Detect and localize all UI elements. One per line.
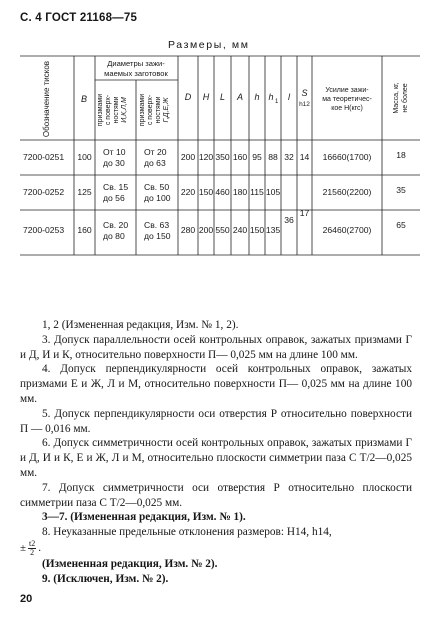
cell-h: 95 — [252, 152, 262, 162]
paragraph-7: 7. Допуск симметричности оси отверстия Р относительно плоскости симметрии паза С Т/2—0,025 мм. — [20, 481, 412, 509]
paragraph-8: 8. Неуказанные предельные отклонения размеров: Н14, h14, — [42, 526, 332, 539]
header-h: h — [254, 92, 260, 102]
header-B: B — [80, 94, 88, 104]
header-diameters-l2: маемых заготовок — [104, 69, 168, 78]
cell-d2b: до 150 — [144, 231, 171, 241]
paragraph-6: 6. Допуск симметричности осей контрольных оправок, зажатых призмами Г и Д, И и К, Е и Ж, Л и М, относительно плоскости симметрии паза С Т/2—0,025 мм. — [20, 437, 412, 479]
header-diameters-l1: Диаметры зажи- — [107, 59, 165, 68]
cell-D: 220 — [180, 187, 196, 197]
cell-L: 350 — [215, 152, 230, 162]
header-l: l — [288, 92, 290, 102]
cell-l-merged: 36 — [284, 215, 294, 225]
tolerance-suffix: . — [38, 542, 42, 555]
sub1-line1: призмами — [97, 93, 104, 127]
cell-d1a: Св. 15 — [103, 182, 129, 192]
cell-mass: 35 — [396, 185, 406, 195]
sub1-line4: И,К,Л,М — [121, 97, 128, 123]
cell-L: 460 — [215, 187, 230, 197]
sub2-line3: ностями — [155, 96, 162, 124]
table-row-2 — [23, 182, 406, 203]
cell-d1a: От 10 — [103, 147, 126, 157]
cell-h1: 135 — [265, 225, 281, 235]
header-H: H — [202, 92, 210, 102]
sub2-line2: с поверх- — [147, 94, 154, 126]
cell-mass: 18 — [396, 150, 406, 160]
header-force-l2: ма теоретичес- — [322, 96, 372, 103]
cell-H: 150 — [198, 187, 214, 197]
cell-h: 150 — [249, 225, 265, 235]
cell-mass: 65 — [396, 220, 406, 230]
sub1-line2: с поверх- — [105, 94, 112, 126]
header-force-l3: кое H(кгс) — [331, 105, 363, 112]
tolerance-numerator: t2 — [29, 538, 36, 548]
cell-B: 100 — [77, 152, 92, 162]
tolerance-fraction — [28, 540, 36, 557]
cell-force: 16660(1700) — [322, 152, 372, 162]
header-mass-l1: Масса, кг, — [393, 82, 400, 114]
cell-h1: 88 — [268, 152, 278, 162]
cell-A: 180 — [232, 187, 248, 197]
header-L: L — [219, 92, 226, 102]
cell-designation: 7200-0251 — [23, 152, 65, 162]
cell-d2a: Св. 63 — [144, 220, 170, 230]
header-D: D — [184, 92, 192, 102]
cell-force: 26460(2700) — [322, 225, 372, 235]
paragraph-9: 9. (Исключен, Изм. № 2). — [42, 572, 169, 585]
header-S: S — [301, 88, 308, 98]
body-text — [20, 318, 412, 587]
header-force-l1: Усилие зажи- — [325, 87, 369, 94]
cell-h1: 105 — [265, 187, 281, 197]
cell-d2b: до 100 — [144, 193, 171, 203]
sub2-line1: призмами — [139, 93, 146, 127]
cell-l: 32 — [284, 152, 294, 162]
header-h1: h — [268, 92, 274, 102]
paragraph-amend-3-7: 3—7. (Измененная редакция, Изм. № 1). — [42, 511, 246, 524]
cell-D: 280 — [180, 225, 196, 235]
cell-H: 120 — [198, 152, 214, 162]
sub1-line3: ностями — [113, 96, 120, 124]
header-prism-ikl-m — [97, 94, 128, 126]
header-prism-gde-zh — [139, 94, 170, 126]
cell-L: 550 — [215, 225, 230, 235]
cell-h: 115 — [250, 187, 264, 197]
header-designation: Обозначение тисков — [42, 60, 51, 138]
cell-d1b: до 80 — [103, 231, 125, 241]
cell-S-merged: 17 — [299, 208, 310, 218]
cell-d2b: до 63 — [144, 158, 166, 168]
tolerance-denominator: 2 — [30, 547, 35, 557]
header-mass-l2: не более — [402, 83, 409, 113]
page-number: 20 — [20, 593, 33, 605]
cell-designation: 7200-0252 — [23, 187, 65, 197]
cell-d1b: до 56 — [103, 193, 125, 203]
cell-A: 160 — [232, 152, 248, 162]
paragraph-amend-1-2: 1, 2 (Измененная редакция, Изм. № 1, 2). — [42, 319, 239, 331]
cell-A: 240 — [232, 225, 248, 235]
table-caption: Размеры, мм — [168, 39, 250, 51]
cell-d2a: Св. 50 — [144, 182, 170, 192]
page-header: С. 4 ГОСТ 21168—75 — [20, 12, 138, 24]
header-A: A — [236, 92, 244, 102]
cell-d1b: до 30 — [103, 158, 125, 168]
table-row-1 — [23, 147, 406, 168]
sub2-line4: Г,Д,Е,Ж — [163, 97, 170, 123]
cell-designation: 7200-0253 — [23, 225, 65, 235]
paragraph-3: 3. Допуск параллельности осей контрольных оправок, зажатых призмами Г и Д, И и К, относительно поверхности П— 0,025 мм на длине 100 мм. — [20, 333, 412, 361]
tolerance-line — [20, 540, 412, 557]
cell-D: 200 — [180, 152, 196, 162]
cell-B: 160 — [77, 225, 92, 235]
cell-B: 125 — [77, 187, 92, 197]
cell-H: 200 — [198, 225, 214, 235]
cell-S: 14 — [299, 152, 310, 162]
header-S-sub: h12 — [299, 101, 310, 108]
paragraph-4: 4. Допуск перпендикулярности осей контрольных оправок, зажатых призмами Е и Ж, Л и М, относительно поверхности П— 0,025 мм на длине 100 мм. — [20, 363, 412, 405]
table-row-3 — [23, 220, 406, 241]
dimensions-table — [0, 0, 427, 300]
cell-d1a: Св. 20 — [103, 220, 129, 230]
plus-minus-sign: ± — [20, 542, 27, 555]
paragraph-amend-8: (Измененная редакция, Изм. № 2). — [42, 557, 218, 570]
paragraph-5: 5. Допуск перпендикулярности оси отверстия Р относительно поверхности П — 0,016 мм. — [20, 407, 412, 435]
header-h1-sub: 1 — [275, 99, 279, 105]
cell-d2a: От 20 — [144, 147, 167, 157]
cell-force: 21560(2200) — [322, 187, 372, 197]
